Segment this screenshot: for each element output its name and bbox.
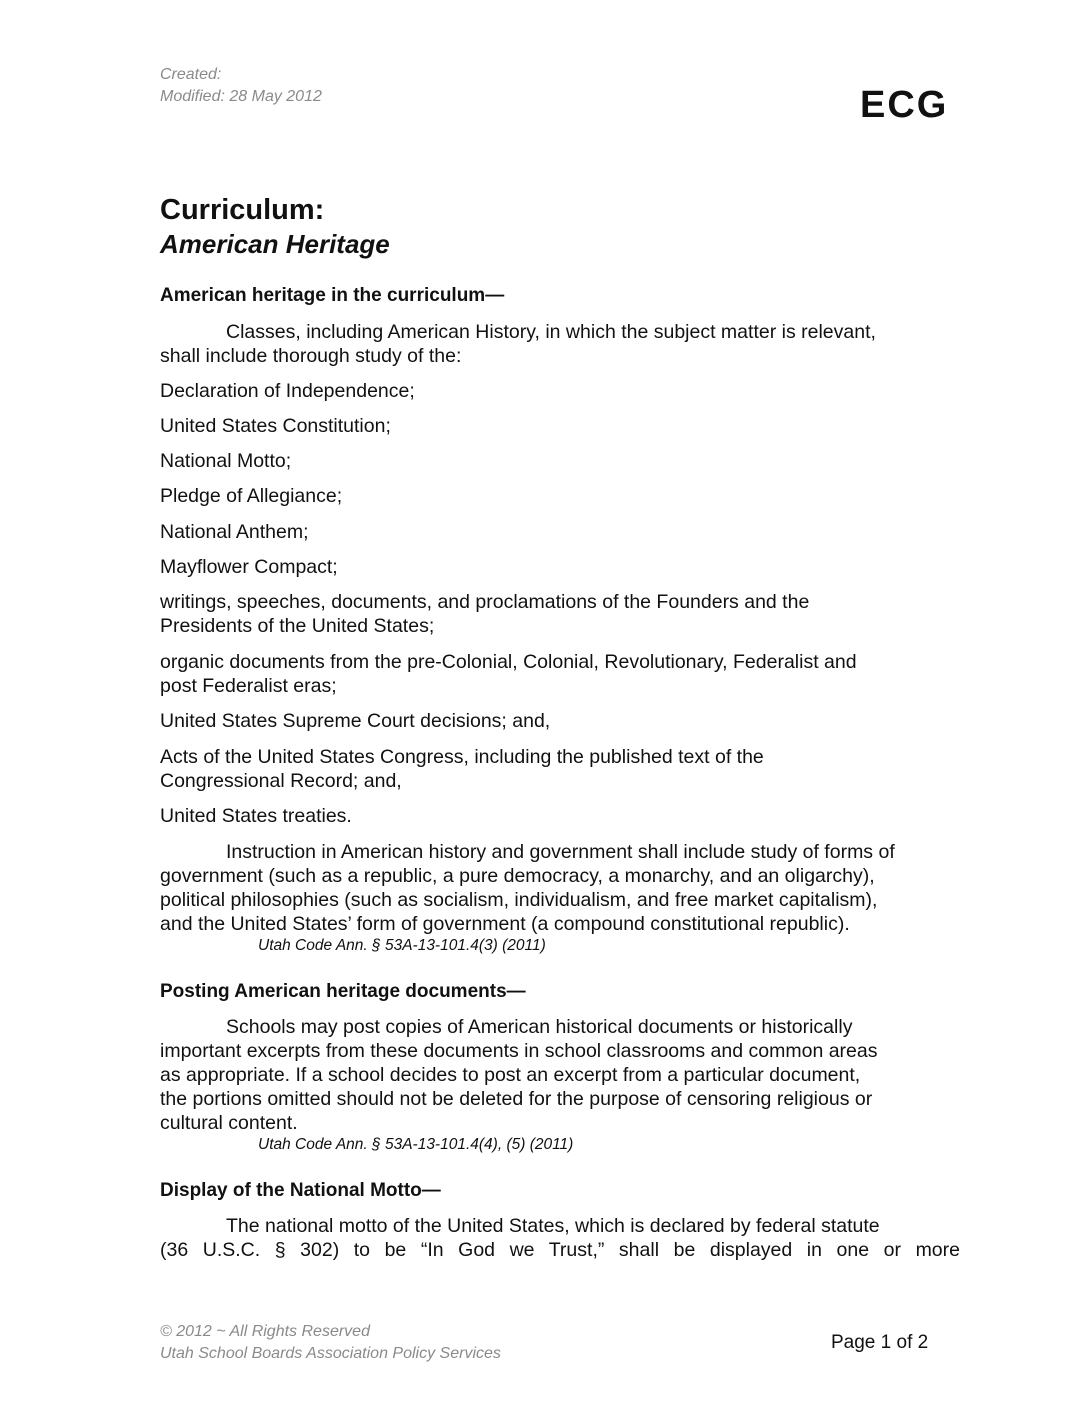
list-item: Presidents of the United States; <box>160 615 435 637</box>
list-item: Pledge of Allegiance; <box>160 485 343 507</box>
paragraph-line: and the United States’ form of government (a compound constitutional republic). <box>160 913 850 935</box>
created-label: Created: <box>160 66 222 83</box>
list-item: United States treaties. <box>160 805 352 827</box>
section-heading: American heritage in the curriculum— <box>160 285 505 306</box>
list-item: organic documents from the pre-Colonial, Colonial, Revolutionary, Federalist and <box>160 651 857 673</box>
list-item: United States Supreme Court decisions; and, <box>160 710 551 732</box>
page-title: Curriculum: <box>160 194 325 226</box>
section-heading: Display of the National Motto— <box>160 1180 441 1201</box>
list-item: Declaration of Independence; <box>160 380 415 402</box>
paragraph-line: The national motto of the United States, which is declared by federal statute <box>226 1215 880 1237</box>
policy-code: ECG <box>860 84 949 126</box>
list-item: National Anthem; <box>160 521 309 543</box>
organization-name: Utah School Boards Association Policy Services <box>160 1345 501 1362</box>
list-item: National Motto; <box>160 450 292 472</box>
paragraph-line: Classes, including American History, in which the subject matter is relevant, <box>226 321 876 343</box>
paragraph-line: Instruction in American history and government shall include study of forms of <box>226 841 895 863</box>
list-item: United States Constitution; <box>160 415 391 437</box>
paragraph-line: shall include thorough study of the: <box>160 345 462 367</box>
section-heading: Posting American heritage documents— <box>160 981 526 1002</box>
paragraph-line: cultural content. <box>160 1112 298 1134</box>
list-item: Congressional Record; and, <box>160 770 402 792</box>
paragraph-line: important excerpts from these documents in school classrooms and common areas <box>160 1040 878 1062</box>
page-number: Page 1 of 2 <box>831 1332 929 1353</box>
modified-date: Modified: 28 May 2012 <box>160 88 322 105</box>
paragraph-line: (36 U.S.C. § 302) to be “In God we Trust,” shall be displayed in one or more <box>160 1239 960 1261</box>
list-item: Mayflower Compact; <box>160 556 338 578</box>
paragraph-line: as appropriate. If a school decides to post an excerpt from a particular document, <box>160 1064 861 1086</box>
paragraph-line: the portions omitted should not be deleted for the purpose of censoring religious or <box>160 1088 873 1110</box>
paragraph-line: political philosophies (such as socialism, individualism, and free market capitalism), <box>160 889 878 911</box>
paragraph-line: Schools may post copies of American historical documents or historically <box>226 1016 853 1038</box>
list-item: writings, speeches, documents, and proclamations of the Founders and the <box>160 591 810 613</box>
list-item: Acts of the United States Congress, including the published text of the <box>160 746 764 768</box>
list-item: post Federalist eras; <box>160 675 337 697</box>
paragraph-line: government (such as a republic, a pure democracy, a monarchy, and an oligarchy), <box>160 865 875 887</box>
page-subtitle: American Heritage <box>160 229 390 259</box>
legal-citation: Utah Code Ann. § 53A-13-101.4(4), (5) (2011) <box>258 1136 574 1153</box>
copyright-notice: © 2012 ~ All Rights Reserved <box>160 1323 370 1340</box>
legal-citation: Utah Code Ann. § 53A-13-101.4(3) (2011) <box>258 937 546 954</box>
